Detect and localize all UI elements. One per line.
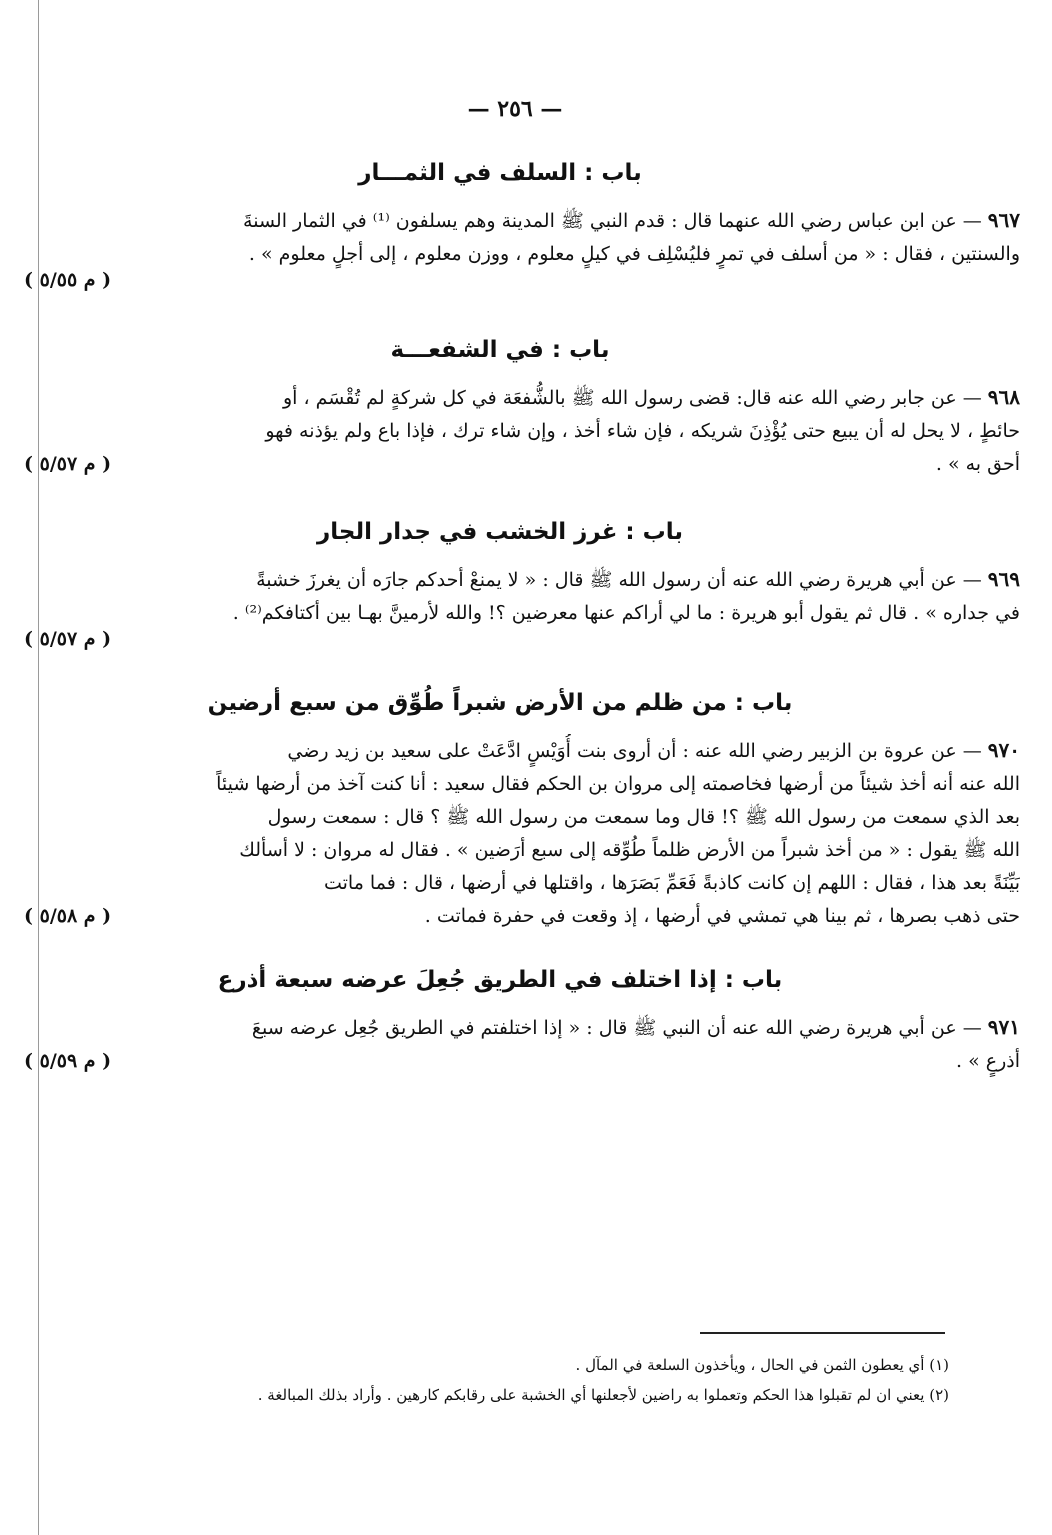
section-969 [20, 505, 1020, 652]
hadith-text [20, 734, 1020, 933]
section-heading: باب : غرز الخشب في جدار الجار [316, 519, 684, 545]
hadith-number: ٩٧٠ [987, 738, 1020, 762]
book-page [20, 92, 1020, 1078]
hadith-line-text: — عن أبي هريرة رضي الله عنه أن رسول الله ﷺ قال : « لا يمنعْ أحدكم جارَه أن يغرزَ خشبةً [256, 569, 982, 591]
hadith-text [20, 204, 1020, 293]
hadith-text [20, 1011, 1020, 1078]
source-reference: ( م ٥/٥٩ ) [24, 1050, 112, 1072]
hadith-line-text: — عن أبي هريرة رضي الله عنه أن النبي ﷺ قال : « إذا اختلفتم في الطريق جُعِل عرضه سبعَ [251, 1017, 982, 1039]
section-970 [20, 676, 1020, 933]
hadith-line: في جداره » . قال ثم يقول أبو هريرة : ما لي أراكم عنها معرضين ؟! والله لأرمينَّ بهـا بين أكتافكم⁽²⁾ . [232, 602, 1020, 624]
hadith-line [24, 900, 1020, 933]
section-heading: باب : السلف في الثمـــار [358, 160, 642, 186]
hadith-line [24, 1045, 1020, 1078]
source-reference: ( م ٥/٥٧ ) [24, 628, 112, 650]
footnote-1: (١) أي يعطون الثمن في الحال ، ويأخذون السلعة في المآل . [575, 1356, 949, 1374]
hadith-line [24, 204, 1020, 238]
hadith-number: ٩٦٨ [987, 385, 1020, 409]
hadith-line [24, 381, 1020, 415]
hadith-line-text: أحق به » . [935, 453, 1020, 475]
hadith-line [24, 448, 1020, 481]
footnotes [20, 1350, 949, 1410]
hadith-line [24, 1011, 1020, 1045]
hadith-number: ٩٧١ [987, 1015, 1020, 1039]
hadith-line: حائطٍ ، لا يحل له أن يبيع حتى يُؤْذِنَ شريكه ، فإن شاء أخذ ، وإن شاء ترك ، فإذا باع ولم يؤذنه فهو [265, 420, 1020, 442]
hadith-line: الله ﷺ يقول : « من أخذ شبراً من الأرض ظلماً طُوِّقه إلى سبع أرَضين » . فقال له مروان : لا أسألك [239, 839, 1020, 861]
hadith-line [24, 563, 1020, 597]
hadith-line [24, 734, 1020, 768]
section-967 [20, 146, 1020, 293]
hadith-number: ٩٦٩ [987, 567, 1020, 591]
hadith-line: والسنتين ، فقال : « من أسلف في تمرٍ فليُسْلِف في كيلٍ معلوم ، ووزن معلوم ، إلى أجلٍ معلوم » . [248, 243, 1020, 265]
section-heading: باب : في الشفعـــة [390, 337, 610, 363]
hadith-text [20, 381, 1020, 481]
source-reference: ( م ٥/٥٥ ) [24, 269, 112, 291]
hadith-line-text: حتى ذهب بصرها ، ثم بينا هي تمشي في أرضها ، إذ وقعت في حفرة فماتت . [424, 905, 1020, 927]
hadith-line: بعد الذي سمعت من رسول الله ﷺ ؟! قال وما سمعت من رسول الله ﷺ ؟ قال : سمعت رسول [267, 806, 1020, 828]
section-heading: باب : إذا اختلف في الطريق جُعِلَ عرضه سبعة أذرع [217, 967, 783, 993]
footnote-2: (٢) يعني ان لم تقبلوا هذا الحكم وتعملوا به راضين لأجعلنها أي الخشبة على رقابكم كارهين . وأراد بذلك المبالغة . [257, 1386, 949, 1404]
hadith-line-text: أذرعٍ » . [956, 1050, 1020, 1072]
section-971 [20, 953, 1020, 1078]
hadith-line: بَيِّنَةً بعد هذا ، فقال : اللهم إن كانت كاذبةً فَعَمِّ بَصَرَها ، واقتلها في أرضها ، قال : فما ماتت [323, 872, 1020, 894]
hadith-number: ٩٦٧ [987, 208, 1020, 232]
hadith-line-text: — عن ابن عباس رضي الله عنهما قال : قدم النبي ﷺ المدينة وهم يسلفون ⁽¹⁾ في الثمار السنةَ [243, 210, 982, 232]
footnote-divider [700, 1332, 945, 1334]
page-number: — ٢٥٦ — [467, 96, 563, 122]
hadith-line-text: — عن جابر رضي الله عنه قال: قضى رسول الله ﷺ بالشُّفعَة في كل شركةٍ لم تُقْسَم ، أو [282, 387, 982, 409]
section-heading: باب : من ظلم من الأرض شبراً طُوِّق من سبع أرضين [207, 690, 793, 716]
source-reference: ( م ٥/٥٨ ) [24, 905, 112, 927]
source-reference: ( م ٥/٥٧ ) [24, 453, 112, 475]
hadith-text [20, 563, 1020, 652]
hadith-line-text: — عن عروة بن الزبير رضي الله عنه : أن أروى بنت أُوَيْسٍ ادَّعَتْ على سعيد بن زيد رضي [287, 740, 982, 762]
hadith-line: الله عنه أنه أخذ شيئاً من أرضها فخاصمته إلى مروان بن الحكم فقال سعيد : أنا كنت آخذ من أرضها شيئاً [216, 773, 1020, 795]
section-968 [20, 323, 1020, 481]
